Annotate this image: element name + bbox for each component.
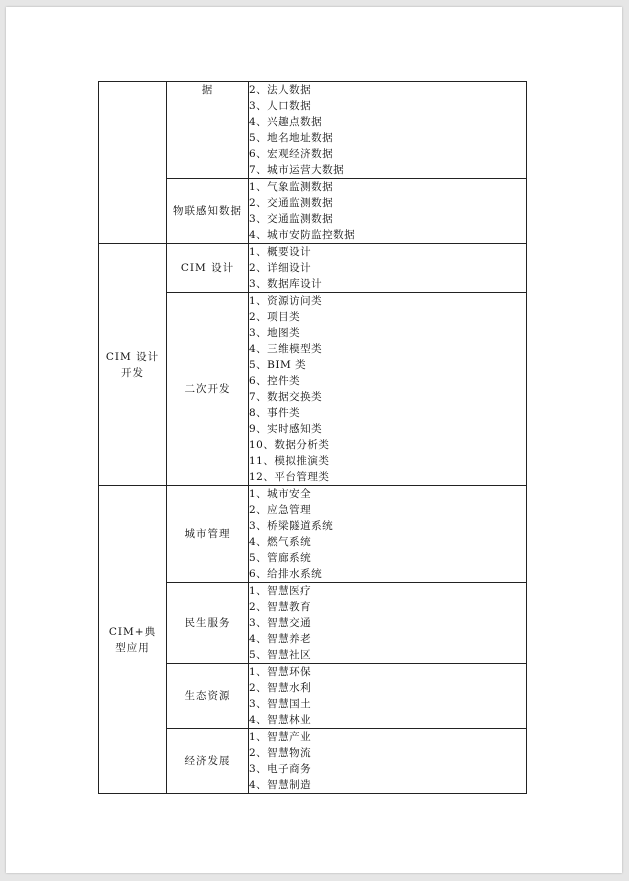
- list-item: 7、城市运营大数据: [249, 164, 345, 176]
- subcategory-cell: [167, 244, 249, 293]
- list-item: 1、智慧产业: [249, 731, 312, 743]
- list-item: 2、项目类: [249, 311, 301, 323]
- subcategory-label: 生态资源: [184, 690, 231, 702]
- cim-content-table: [98, 81, 527, 794]
- subcategory-cell: [167, 729, 249, 794]
- list-item: 5、智慧社区: [249, 649, 312, 661]
- list-item: 4、智慧林业: [249, 714, 312, 726]
- list-item: 7、数据交换类: [249, 391, 323, 403]
- items-cell: [249, 293, 527, 486]
- list-item: 2、详细设计: [249, 262, 312, 274]
- list-item: 1、智慧医疗: [249, 585, 312, 597]
- list-item: 3、地图类: [249, 327, 301, 339]
- items-cell: [249, 244, 527, 293]
- subcategory-cell: [167, 583, 249, 664]
- subcategory-label: 据: [201, 84, 214, 96]
- items-cell: [249, 82, 527, 179]
- table-row: [99, 82, 527, 179]
- list-item: 4、兴趣点数据: [249, 116, 323, 128]
- table-row: [99, 486, 527, 583]
- list-item: 1、智慧环保: [249, 666, 312, 678]
- list-item: 3、数据库设计: [249, 278, 323, 290]
- list-item: 6、控件类: [249, 375, 301, 387]
- list-item: 3、人口数据: [249, 100, 312, 112]
- category-label: CIM+典型应用: [108, 625, 157, 654]
- list-item: 11、模拟推演类: [249, 455, 330, 467]
- category-cell-data-continued: [99, 82, 167, 244]
- document-page: [6, 7, 622, 873]
- list-item: 6、宏观经济数据: [249, 148, 334, 160]
- table-row: [99, 244, 527, 293]
- list-item: 10、数据分析类: [249, 439, 330, 451]
- subcategory-cell: [167, 486, 249, 583]
- subcategory-label: CIM 设计: [180, 262, 235, 274]
- items-cell: [249, 729, 527, 794]
- subcategory-cell: [167, 293, 249, 486]
- subcategory-label: 经济发展: [184, 755, 231, 767]
- list-item: 4、城市安防监控数据: [249, 229, 356, 241]
- list-item: 2、智慧水利: [249, 682, 312, 694]
- list-item: 3、电子商务: [249, 763, 312, 775]
- items-cell: [249, 583, 527, 664]
- list-item: 4、三维模型类: [249, 343, 323, 355]
- list-item: 1、概要设计: [249, 246, 312, 258]
- list-item: 5、BIM 类: [249, 359, 307, 371]
- category-cell-cim-design: [99, 244, 167, 486]
- items-cell: [249, 664, 527, 729]
- items-cell: [249, 486, 527, 583]
- list-item: 8、事件类: [249, 407, 301, 419]
- list-item: 3、智慧国土: [249, 698, 312, 710]
- items-cell: [249, 179, 527, 244]
- list-item: 2、交通监测数据: [249, 197, 334, 209]
- list-item: 1、城市安全: [249, 488, 312, 500]
- list-item: 12、平台管理类: [249, 471, 330, 483]
- list-item: 1、资源访问类: [249, 295, 323, 307]
- list-item: 2、智慧教育: [249, 601, 312, 613]
- category-cell-cim-applications: [99, 486, 167, 794]
- subcategory-label: 二次开发: [184, 383, 231, 395]
- subcategory-label: 城市管理: [184, 528, 231, 540]
- list-item: 4、智慧制造: [249, 779, 312, 791]
- list-item: 1、气象监测数据: [249, 181, 334, 193]
- list-item: 4、智慧养老: [249, 633, 312, 645]
- list-item: 2、智慧物流: [249, 747, 312, 759]
- subcategory-label: 民生服务: [184, 617, 231, 629]
- category-label: CIM 设计开发: [105, 350, 160, 379]
- subcategory-label: 物联感知数据: [173, 205, 242, 217]
- list-item: 4、燃气系统: [249, 536, 312, 548]
- list-item: 9、实时感知类: [249, 423, 323, 435]
- list-item: 2、法人数据: [249, 84, 312, 96]
- list-item: 2、应急管理: [249, 504, 312, 516]
- subcategory-cell: [167, 664, 249, 729]
- list-item: 3、智慧交通: [249, 617, 312, 629]
- list-item: 5、管廊系统: [249, 552, 312, 564]
- subcategory-cell: [167, 179, 249, 244]
- list-item: 6、给排水系统: [249, 568, 323, 580]
- list-item: 3、交通监测数据: [249, 213, 334, 225]
- subcategory-cell: [167, 82, 249, 179]
- list-item: 5、地名地址数据: [249, 132, 334, 144]
- list-item: 3、桥梁隧道系统: [249, 520, 334, 532]
